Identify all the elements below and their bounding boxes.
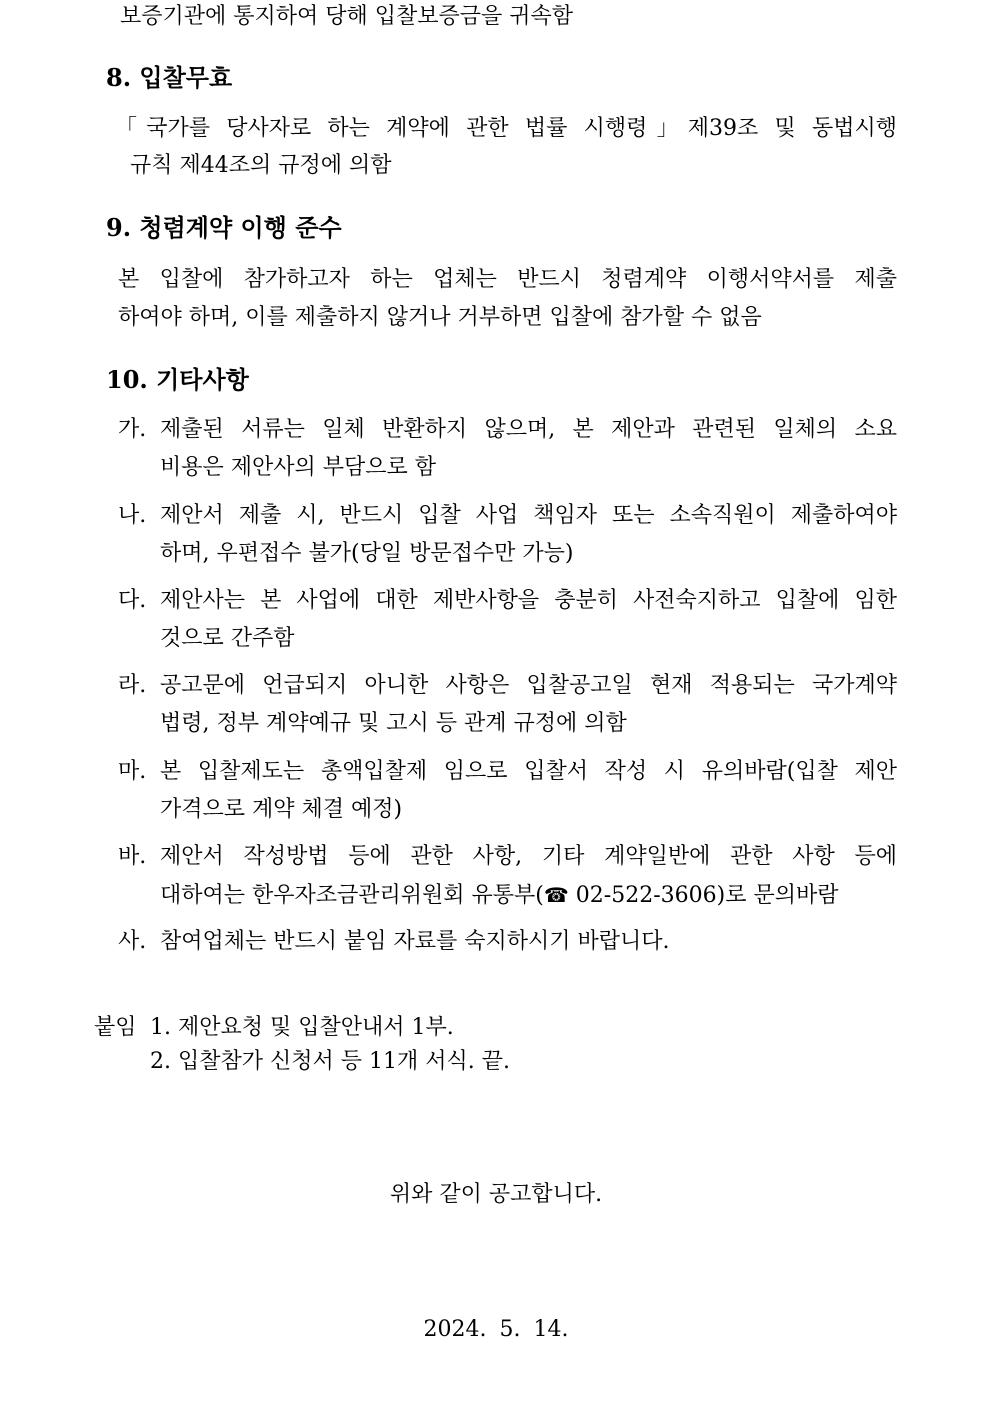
item-ga-line-1: 제출된 서류는 일체 반환하지 않으며, 본 제안과 관련된 일체의 소요 bbox=[160, 417, 897, 442]
closing-statement: 위와 같이 공고합니다. bbox=[389, 1182, 603, 1207]
section-9-line-2: 하여야 하며, 이를 제출하지 않거나 거부하면 입찰에 참가할 수 없음 bbox=[118, 305, 762, 330]
section-10-heading: 10. 기타사항 bbox=[106, 365, 249, 394]
item-na-line-1: 제안서 제출 시, 반드시 입찰 사업 책임자 또는 소속직원이 제출하여야 bbox=[160, 503, 897, 528]
item-da-line-1: 제안사는 본 사업에 대한 제반사항을 충분히 사전숙지하고 입찰에 임한 bbox=[160, 588, 897, 613]
item-sa-line-1: 참여업체는 반드시 붙임 자료를 숙지하시기 바랍니다. bbox=[160, 929, 670, 954]
item-da-line-2: 것으로 간주함 bbox=[160, 626, 295, 651]
item-marker-ga: 가. bbox=[118, 417, 147, 442]
item-ba-line-2 bbox=[160, 880, 838, 911]
item-ma-line-2: 가격으로 계약 체결 예정) bbox=[160, 797, 403, 822]
telephone-icon: ☎ bbox=[543, 883, 569, 907]
item-ba-line-2-text: 대하여는 한우자조금관리위원회 유통부( bbox=[160, 883, 544, 908]
item-marker-da: 다. bbox=[118, 588, 147, 613]
section-9-line-1: 본 입찰에 참가하고자 하는 업체는 반드시 청렴계약 이행서약서를 제출 bbox=[118, 267, 897, 292]
item-ra-line-1: 공고문에 언급되지 아니한 사항은 입찰공고일 현재 적용되는 국가계약 bbox=[160, 673, 897, 698]
attachment-item-1: 1. 제안요청 및 입찰안내서 1부. bbox=[150, 1015, 454, 1040]
item-ga-line-2: 비용은 제안사의 부담으로 함 bbox=[160, 455, 437, 480]
item-ba-line-1: 제안서 작성방법 등에 관한 사항, 기타 계약일반에 관한 사항 등에 bbox=[160, 844, 897, 869]
item-ma-line-1: 본 입찰제도는 총액입찰제 임으로 입찰서 작성 시 유의바람(입찰 제안 bbox=[160, 759, 897, 784]
previous-section-continuation: 보증기관에 통지하여 당해 입찰보증금을 귀속함 bbox=[120, 4, 574, 29]
item-marker-ma: 마. bbox=[118, 759, 147, 784]
item-ra-line-2: 법령, 정부 계약예규 및 고시 등 관계 규정에 의함 bbox=[160, 711, 627, 736]
item-marker-ba: 바. bbox=[118, 844, 147, 869]
section-9-heading: 9. 청렴계약 이행 준수 bbox=[106, 213, 342, 242]
item-marker-ra: 라. bbox=[118, 673, 147, 698]
section-8-line-1: 「국가를 당사자로 하는 계약에 관한 법률 시행령」제39조 및 동법시행 bbox=[115, 116, 897, 141]
item-marker-sa: 사. bbox=[118, 929, 147, 954]
item-marker-na: 나. bbox=[118, 503, 147, 528]
attachment-item-2: 2. 입찰참가 신청서 등 11개 서식. 끝. bbox=[150, 1049, 510, 1074]
item-na-line-2: 하며, 우편접수 불가(당일 방문접수만 가능) bbox=[160, 541, 574, 566]
section-8-line-2: 규칙 제44조의 규정에 의함 bbox=[130, 153, 392, 178]
announcement-date: 2024. 5. 14. bbox=[423, 1317, 569, 1342]
section-8-heading: 8. 입찰무효 bbox=[106, 63, 233, 92]
attachment-label: 붙임 bbox=[94, 1015, 137, 1040]
phone-number-text: 02-522-3606)로 문의바람 bbox=[568, 883, 839, 908]
